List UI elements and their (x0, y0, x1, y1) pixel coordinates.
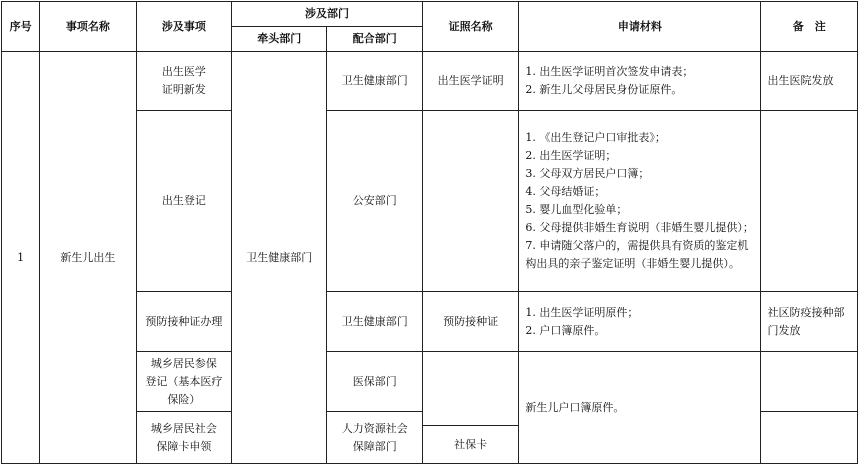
header-certificate: 证照名称 (422, 2, 518, 52)
coop-dept-cell: 人力资源社会 保障部门 (327, 412, 422, 464)
row-seq: 1 (2, 52, 40, 464)
header-materials: 申请材料 (519, 2, 761, 52)
involved-item-cell: 城乡居民参保 登记（基本医疗 保险） (136, 352, 231, 412)
row-item-name: 新生儿出生 (40, 52, 136, 464)
lead-dept-cell: 卫生健康部门 (232, 52, 327, 464)
header-item-name: 事项名称 (40, 2, 136, 52)
remarks-cell: 出生医院发放 (761, 52, 858, 111)
policy-table (1, 1, 858, 464)
header-involved-item: 涉及事项 (136, 2, 231, 52)
certificate-cell: 社保卡 (422, 426, 518, 464)
materials-cell: 新生儿户口簿原件。 (519, 352, 761, 464)
materials-cell: 1. 《出生登记户口审批表》； 2. 出生医学证明； 3. 父母双方居民户口簿； 4. 父母结婚证； 5. 婴儿血型化验单； 6. 父母提供非婚生育说明（非婚生婴儿提供）； 7. 申请随父落户的，需提供具有资质的鉴定机构出具的亲子鉴定证明（非婚生婴儿提供）。 (519, 111, 761, 292)
coop-dept-cell: 医保部门 (327, 352, 422, 412)
materials-cell: 1. 出生医学证明首次签发申请表； 2. 新生儿父母居民身份证原件。 (519, 52, 761, 111)
involved-item-cell: 预防接种证办理 (136, 292, 231, 352)
involved-item-cell: 出生登记 (136, 111, 231, 292)
coop-dept-cell: 公安部门 (327, 111, 422, 292)
remarks-cell: 社区防疫接种部门发放 (761, 292, 858, 352)
header-lead-dept: 牵头部门 (232, 27, 327, 52)
materials-cell: 1. 出生医学证明原件； 2. 户口簿原件。 (519, 292, 761, 352)
header-seq: 序号 (2, 2, 40, 52)
certificate-cell: 预防接种证 (422, 292, 518, 352)
remarks-cell (761, 352, 858, 412)
remarks-cell (761, 412, 858, 464)
header-departments: 涉及部门 (232, 2, 423, 27)
header-coop-dept: 配合部门 (327, 27, 422, 52)
certificate-cell: 出生医学证明 (422, 52, 518, 111)
certificate-cell-upper (422, 352, 518, 426)
remarks-cell (761, 111, 858, 292)
certificate-cell (422, 111, 518, 292)
coop-dept-cell: 卫生健康部门 (327, 292, 422, 352)
involved-item-cell: 出生医学 证明新发 (136, 52, 231, 111)
coop-dept-cell: 卫生健康部门 (327, 52, 422, 111)
involved-item-cell: 城乡居民社会 保障卡申领 (136, 412, 231, 464)
header-remarks: 备 注 (761, 2, 858, 52)
